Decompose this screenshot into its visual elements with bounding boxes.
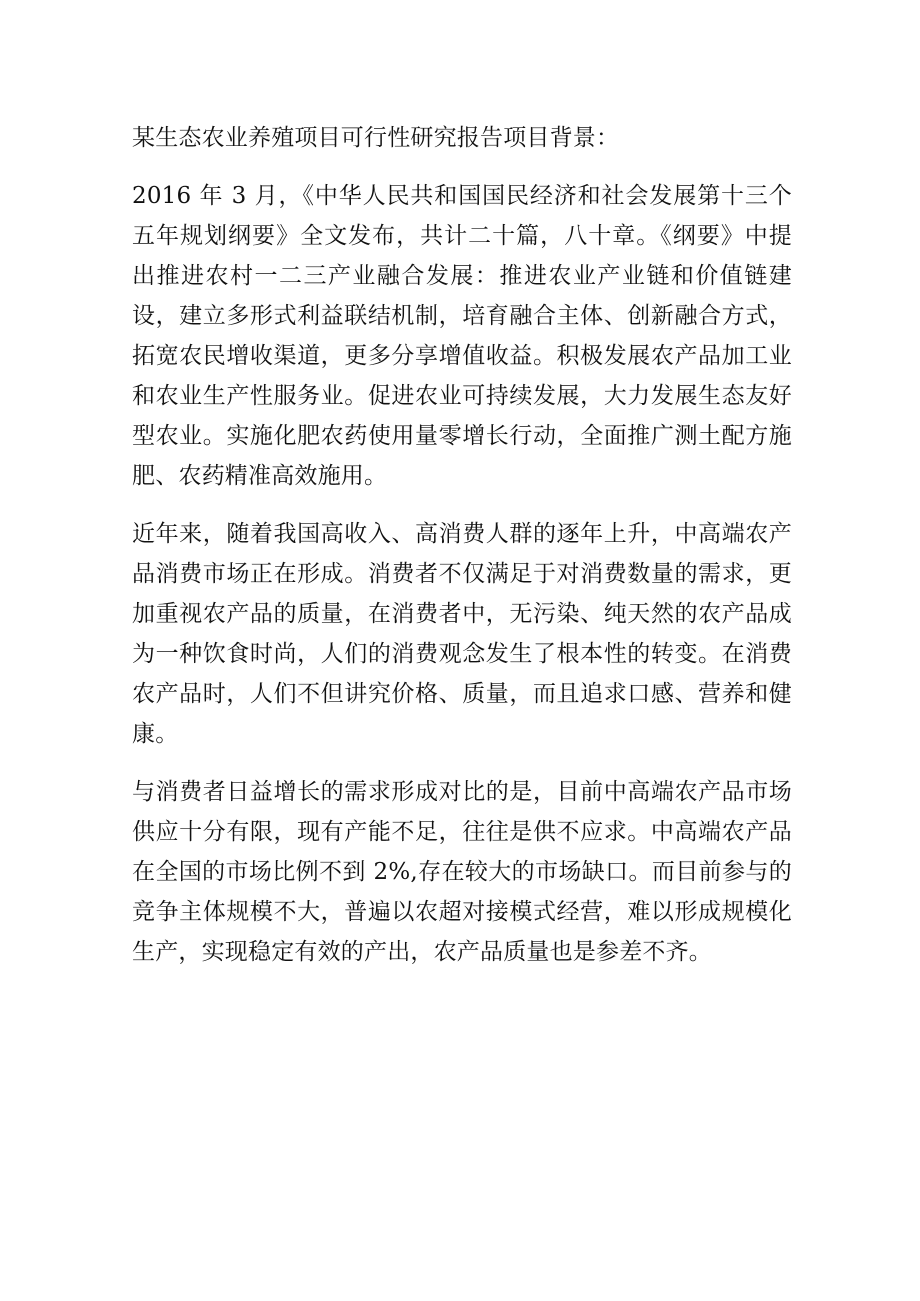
document-body: [132, 118, 792, 990]
paragraph-policy-background: 2016 年 3 月，《中华人民共和国国民经济和社会发展第十三个五年规划纲要》全文发布，共计二十篇，八十章。《纲要》中提出推进农村一二三产业融合发展：推进农业产业链和价值链建设，建立多形式利益联结机制，培育融合主体、创新融合方式，拓宽农民增收渠道，更多分享增值收益。积极发展农产品加工业和农业生产性服务业。促进农业可持续发展，大力发展生态友好型农业。实施化肥农药使用量零增长行动，全面推广测土配方施肥、农药精准高效施用。: [132, 183, 792, 489]
document-heading: 某生态农业养殖项目可行性研究报告项目背景：: [132, 125, 620, 151]
paragraph-market-supply: 与消费者日益增长的需求形成对比的是，目前中高端农产品市场供应十分有限，现有产能不足，往往是供不应求。中高端农产品在全国的市场比例不到 2%,存在较大的市场缺口。而目前参与的竞争主体规模不大，普遍以农超对接模式经营，难以形成规模化生产，实现稳定有效的产出，农产品质量也是参差不齐。: [132, 779, 792, 965]
paragraph-consumer-demand: 近年来，随着我国高收入、高消费人群的逐年上升，中高端农产品消费市场正在形成。消费者不仅满足于对消费数量的需求，更加重视农产品的质量，在消费者中，无污染、纯天然的农产品成为一种饮食时尚，人们的消费观念发生了根本性的转变。在消费农产品时，人们不但讲究价格、质量，而且追求口感、营养和健康。: [132, 521, 792, 747]
